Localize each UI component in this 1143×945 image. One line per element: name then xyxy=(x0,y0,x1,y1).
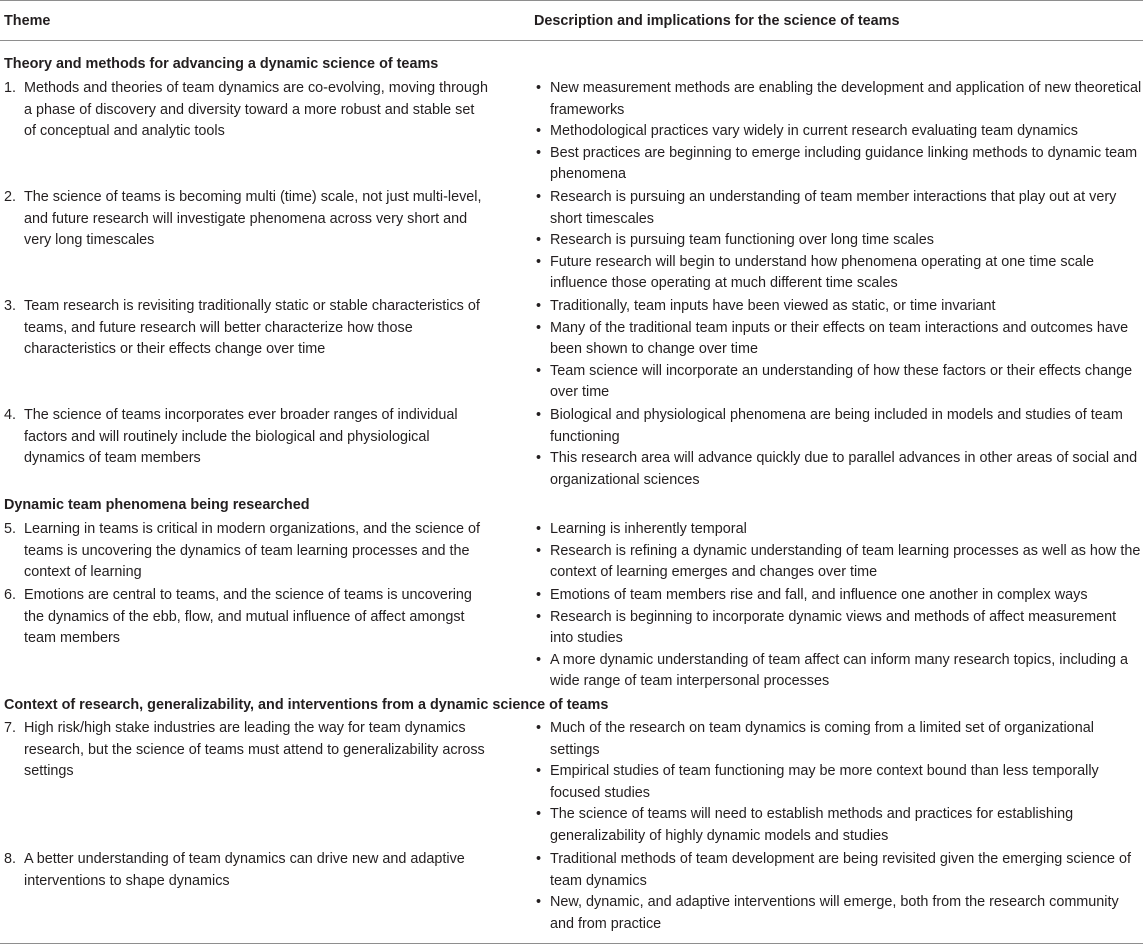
row-number: 7. xyxy=(4,720,17,736)
row-number: 3. xyxy=(4,298,17,314)
bullet-item: • Research is pursuing an understanding of team member interactions that play out at very short timescales xyxy=(534,187,1142,230)
row-theme: High risk/high stake industries are leading the way for team dynamics research, but the science of teams must attend to generalizability across settings xyxy=(24,720,485,780)
table-header xyxy=(0,1,1143,41)
row-theme: A better understanding of team dynamics can drive new and adaptive interventions to shape dynamics xyxy=(24,851,465,889)
table-bottom-rule xyxy=(0,943,1143,944)
bullet-item: • This research area will advance quickly due to parallel advances in other areas of social and organizational sciences xyxy=(534,448,1142,491)
row-bullets xyxy=(534,849,1142,935)
bullet-item: • Future research will begin to understand how phenomena operating at one time scale influence those operating at much different time scales xyxy=(534,252,1142,295)
bullet-item: • Research is pursuing team functioning over long time scales xyxy=(534,230,1142,252)
row-bullets xyxy=(534,519,1142,584)
row-theme: Methods and theories of team dynamics are co-evolving, moving through a phase of discovery and diversity toward a more robust and stable set of conceptual and analytic tools xyxy=(24,80,488,140)
row-theme: The science of teams incorporates ever broader ranges of individual factors and will routinely include the biological and physiological dynamics of team members xyxy=(24,407,458,467)
section-title: Theory and methods for advancing a dynamic science of teams xyxy=(4,56,439,72)
bullet-item: • Research is beginning to incorporate dynamic views and methods of affect measurement into studies xyxy=(534,607,1142,650)
row-bullets xyxy=(534,405,1142,491)
section-title: Context of research, generalizability, and interventions from a dynamic science of teams xyxy=(4,697,609,713)
row-number: 8. xyxy=(4,851,17,867)
row-theme: Learning in teams is critical in modern organizations, and the science of teams is uncovering the dynamics of team learning processes and the context of learning xyxy=(24,521,480,581)
bullet-item: • Many of the traditional team inputs or their effects on team interactions and outcomes have been shown to change over time xyxy=(534,318,1142,361)
row-number: 1. xyxy=(4,80,17,96)
row-bullets xyxy=(534,585,1142,693)
bullet-item: • Best practices are beginning to emerge including guidance linking methods to dynamic team phenomena xyxy=(534,143,1142,186)
row-theme: Emotions are central to teams, and the science of teams is uncovering the dynamics of the ebb, flow, and mutual influence of affect amongst team members xyxy=(24,587,472,647)
row-bullets xyxy=(534,296,1142,404)
row-number: 5. xyxy=(4,521,17,537)
bullet-item: • Emotions of team members rise and fall, and influence one another in complex ways xyxy=(534,585,1142,607)
row-bullets xyxy=(534,718,1142,848)
bullet-item: • Learning is inherently temporal xyxy=(534,519,1142,541)
row-bullets xyxy=(534,78,1142,186)
bullet-item: • Research is refining a dynamic understanding of team learning processes as well as how the context of learning emerges and changes over time xyxy=(534,541,1142,584)
bullet-item: • The science of teams will need to establish methods and practices for establishing generalizability of highly dynamic models and studies xyxy=(534,804,1142,847)
bullet-item: • Empirical studies of team functioning may be more context bound than less temporally focused studies xyxy=(534,761,1142,804)
header-description: Description and implications for the science of teams xyxy=(534,13,900,29)
row-theme: Team research is revisiting traditionally static or stable characteristics of teams, and future research will better characterize how those characteristics or their effects change over time xyxy=(24,298,480,358)
row-number: 2. xyxy=(4,189,17,205)
bullet-item: • Traditional methods of team development are being revisited given the emerging science of team dynamics xyxy=(534,849,1142,892)
bullet-item: • New, dynamic, and adaptive interventions will emerge, both from the research community and from practice xyxy=(534,892,1142,935)
header-theme: Theme xyxy=(4,13,51,29)
bullet-item: • A more dynamic understanding of team affect can inform many research topics, including a wide range of team interpersonal processes xyxy=(534,650,1142,693)
bullet-item: • New measurement methods are enabling the development and application of new theoretical frameworks xyxy=(534,78,1142,121)
bullet-item: • Methodological practices vary widely in current research evaluating team dynamics xyxy=(534,121,1142,143)
row-theme: The science of teams is becoming multi (time) scale, not just multi-level, and future research will investigate phenomena across very short and very long timescales xyxy=(24,189,482,249)
bullet-item: • Team science will incorporate an understanding of how these factors or their effects change over time xyxy=(534,361,1142,404)
bullet-item: • Traditionally, team inputs have been viewed as static, or time invariant xyxy=(534,296,1142,318)
row-bullets xyxy=(534,187,1142,295)
bullet-item: • Biological and physiological phenomena are being included in models and studies of team functioning xyxy=(534,405,1142,448)
bullet-item: • Much of the research on team dynamics is coming from a limited set of organizational settings xyxy=(534,718,1142,761)
section-title: Dynamic team phenomena being researched xyxy=(4,497,310,513)
row-number: 6. xyxy=(4,587,17,603)
row-number: 4. xyxy=(4,407,17,423)
